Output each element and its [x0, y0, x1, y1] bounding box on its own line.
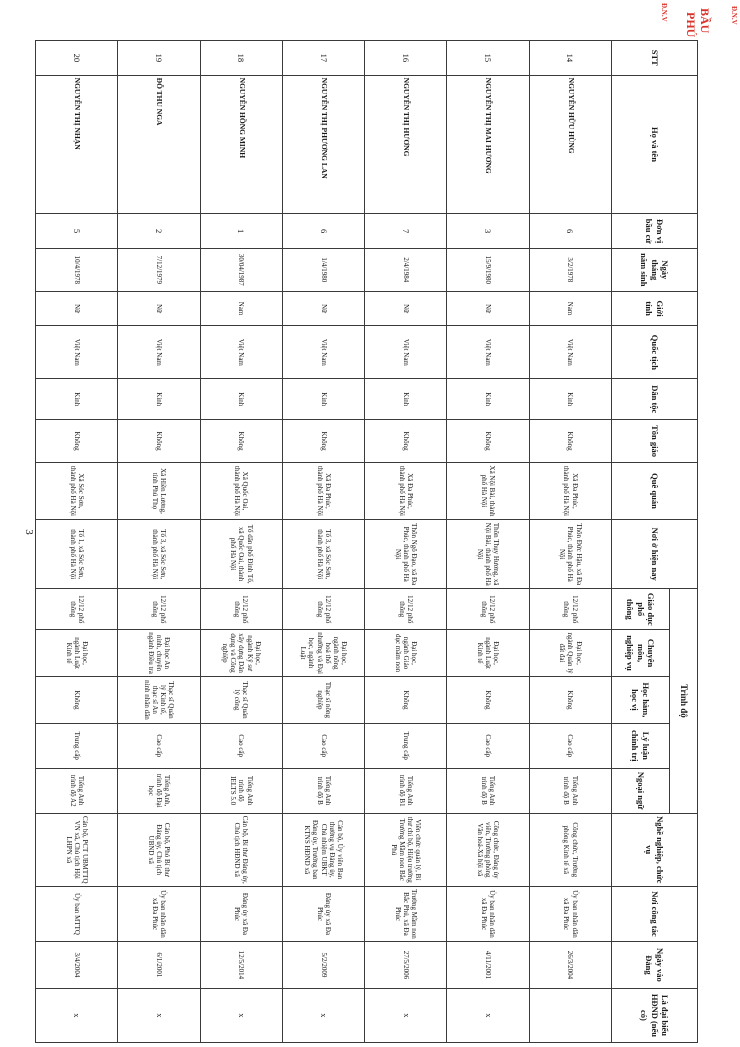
header-residence: Nơi ở hiện nay: [612, 520, 698, 589]
cell-residence: Tổ 3, xã Sóc Sơn, thành phố Hà Nội: [282, 520, 364, 589]
cell-politics: Trung cấp: [365, 723, 447, 768]
cell-major: Đại học, ngành Quản lý đất đai: [529, 630, 611, 677]
table-row: [118, 41, 200, 1043]
stamp-badge-2: Đ.N.V: [730, 6, 738, 25]
cell-gender: Nam: [200, 291, 282, 326]
cell-hometown: Xã Nội Bài, thành phố Hà Nội: [447, 462, 529, 519]
table-row: [529, 41, 611, 1043]
cell-language: Tiếng Anh trình độ B1: [365, 768, 447, 813]
cell-religion: Không: [118, 420, 200, 463]
cell-general-edu: 12/12 phổ thông: [200, 589, 282, 630]
cell-name: NGUYỄN HỮU HÙNG: [529, 75, 611, 214]
cell-religion: Không: [529, 420, 611, 463]
cell-gender: Nam: [529, 291, 611, 326]
cell-degree: Không: [447, 676, 529, 723]
cell-language: Tiếng Anh trình độ B: [282, 768, 364, 813]
header-politics: Lý luận chính trị: [612, 723, 670, 768]
cell-stt: 14: [529, 41, 611, 76]
cell-major: Đại học, ngành Giáo dục mầm non: [365, 630, 447, 677]
cell-hometown: Xã Quốc Oai, thành phố Hà Nội: [200, 462, 282, 519]
cell-ethnicity: Kinh: [282, 379, 364, 420]
cell-hometown: Xã Đa Phúc, thành phố Hà Nội: [282, 462, 364, 519]
cell-degree: Không: [365, 676, 447, 723]
header-name: Họ và tên: [612, 75, 698, 214]
cell-hdnd: x: [447, 988, 529, 1042]
cell-hometown: Xã Đa Phúc, thành phố Hà Nội: [365, 462, 447, 519]
cell-unit: 3: [447, 214, 529, 249]
cell-stt: 20: [36, 41, 118, 76]
cell-residence: Tổ 1, xã Sóc Sơn, thành phố Hà Nội: [36, 520, 118, 589]
cell-name: NGUYỄN THỊ PHƯƠNG LAN: [282, 75, 364, 214]
cell-workplace: Ủy ban nhân dân xã Đa Phúc: [118, 886, 200, 941]
cell-politics: Cao cấp: [282, 723, 364, 768]
cell-religion: Không: [282, 420, 364, 463]
cell-party-date: 3/4/2004: [36, 941, 118, 988]
cell-residence: Thôn Thụy Hương, xã Nội Bài, thành phố Hà Nội: [447, 520, 529, 589]
cell-workplace: Đảng ủy xã Đa Phúc: [282, 886, 364, 941]
cell-language: Tiếng Anh trình độ B: [529, 768, 611, 813]
candidate-table-sheet: [35, 40, 698, 1043]
header-gender: Giới tính: [612, 291, 698, 326]
cell-general-edu: 12/12 phổ thông: [282, 589, 364, 630]
cell-general-edu: 12/12 phổ thông: [118, 589, 200, 630]
page-number: 3: [22, 529, 35, 535]
cell-unit: 6: [282, 214, 364, 249]
cell-party-date: 5/2/2009: [282, 941, 364, 988]
cell-workplace: Trường Mầm non Bắc Phú, xã Đa Phúc: [365, 886, 447, 941]
cell-name: ĐỖ THU NGA: [118, 75, 200, 214]
cell-party-date: 6/1/2001: [118, 941, 200, 988]
cell-ethnicity: Kinh: [36, 379, 118, 420]
cell-name: NGUYỄN THỊ MAI HƯƠNG: [447, 75, 529, 214]
cell-party-date: 26/3/2004: [529, 941, 611, 988]
cell-residence: Tổ 3, xã Sóc Sơn, thành phố Hà Nội: [118, 520, 200, 589]
cell-ethnicity: Kinh: [200, 379, 282, 420]
cell-ethnicity: Kinh: [118, 379, 200, 420]
cell-language: Tiếng Anh trình độ B: [447, 768, 529, 813]
header-nationality: Quốc tịch: [612, 326, 698, 379]
red-stamp: [640, 0, 740, 38]
cell-workplace: Đảng ủy xã Đa Phúc: [200, 886, 282, 941]
cell-unit: 7: [365, 214, 447, 249]
cell-politics: Cao cấp: [118, 723, 200, 768]
cell-major: Đại học, ngành Luật Kinh tế: [447, 630, 529, 677]
cell-gender: Nữ: [118, 291, 200, 326]
cell-residence: Tổ dân phố Đình Tổ, xã Quốc Oai, thành phố Hà Nội: [200, 520, 282, 589]
cell-hdnd: x: [282, 988, 364, 1042]
cell-gender: Nữ: [36, 291, 118, 326]
cell-hdnd: x: [200, 988, 282, 1042]
table-row: [200, 41, 282, 1043]
header-ethnicity: Dân tộc: [612, 379, 698, 420]
cell-stt: 15: [447, 41, 529, 76]
cell-party-date: 4/11/2001: [447, 941, 529, 988]
cell-religion: Không: [365, 420, 447, 463]
cell-dob: 3/2/1978: [529, 248, 611, 291]
cell-hometown: Xã Hiền Lương, tỉnh Phú Thọ: [118, 462, 200, 519]
header-major: Chuyên môn, nghiệp vụ: [612, 630, 670, 677]
header-party-date: Ngày vào Đảng: [612, 941, 698, 988]
stamp-line-1: BẦU: [698, 8, 712, 34]
cell-dob: 15/9/1980: [447, 248, 529, 291]
cell-dob: 7/12/1979: [118, 248, 200, 291]
cell-nationality: Việt Nam: [282, 326, 364, 379]
cell-party-date: 27/5/2006: [365, 941, 447, 988]
cell-religion: Không: [36, 420, 118, 463]
stamp-badge: Đ.N.V: [660, 3, 668, 22]
cell-general-edu: 12/12 phổ thông: [365, 589, 447, 630]
cell-gender: Nữ: [282, 291, 364, 326]
cell-name: NGUYỄN HỒNG MINH: [200, 75, 282, 214]
cell-residence: Thôn Ngô Đạo, xã Đa Phúc, thành phố Hà Nội: [365, 520, 447, 589]
cell-major: Đại học An ninh, chuyên ngành Điều tra: [118, 630, 200, 677]
header-row-1: [670, 41, 698, 1043]
header-qualification-group: Trình độ: [670, 589, 698, 813]
cell-dob: 30/04/1987: [200, 248, 282, 291]
cell-degree: Thạc sĩ Quản lý Kinh tế, thạc sĩ An ninh nhân dân: [118, 676, 200, 723]
cell-job: Cán bộ, Bí thư Đảng ủy, Chủ tịch HĐND xã: [200, 813, 282, 886]
cell-language: Tiếng Anh trình độ IELTS 5.0: [200, 768, 282, 813]
cell-degree: Không: [529, 676, 611, 723]
cell-unit: 5: [36, 214, 118, 249]
cell-ethnicity: Kinh: [365, 379, 447, 420]
header-religion: Tôn giáo: [612, 420, 698, 463]
cell-ethnicity: Kinh: [529, 379, 611, 420]
cell-workplace: Ủy ban nhân dân xã Đa Phúc: [529, 886, 611, 941]
cell-unit: 6: [529, 214, 611, 249]
cell-hometown: Xã Đa Phúc, thành phố Hà Nội: [529, 462, 611, 519]
cell-residence: Thôn Đức Hậu, xã Đa Phúc, thành phố Hà Nội: [529, 520, 611, 589]
cell-nationality: Việt Nam: [365, 326, 447, 379]
cell-nationality: Việt Nam: [118, 326, 200, 379]
header-stt: STT: [612, 41, 698, 76]
cell-dob: 1/4/1980: [282, 248, 364, 291]
header-hdnd: Là đại biểu HĐND (nếu có): [612, 988, 698, 1042]
cell-hdnd: x: [118, 988, 200, 1042]
cell-dob: 2/4/1984: [365, 248, 447, 291]
table-row: [447, 41, 529, 1043]
cell-hdnd: x: [36, 988, 118, 1042]
cell-nationality: Việt Nam: [36, 326, 118, 379]
cell-party-date: 12/5/2014: [200, 941, 282, 988]
cell-stt: 17: [282, 41, 364, 76]
cell-religion: Không: [447, 420, 529, 463]
header-hometown: Quê quán: [612, 462, 698, 519]
cell-politics: Trung cấp: [36, 723, 118, 768]
cell-job: Cán bộ, Ủy viên Ban thường vụ Đảng ủy, Chủ nhiệm UBKT Đảng ủy, Trưởng ban KTNS HĐND xã: [282, 813, 364, 886]
cell-general-edu: 12/12 phổ thông: [36, 589, 118, 630]
cell-politics: Cao cấp: [447, 723, 529, 768]
cell-workplace: Ủy ban MTTQ: [36, 886, 118, 941]
cell-nationality: Việt Nam: [200, 326, 282, 379]
cell-degree: Thạc sĩ Quản lý công: [200, 676, 282, 723]
cell-ethnicity: Kinh: [447, 379, 529, 420]
cell-job: Viên chức quản lý, Bí thư chi bộ, Hiệu trưởng Trường Mầm non Bắc Phú: [365, 813, 447, 886]
cell-language: Tiếng Anh trình độ A2: [36, 768, 118, 813]
candidate-table: [35, 40, 698, 1043]
cell-gender: Nữ: [365, 291, 447, 326]
table-row: [365, 41, 447, 1043]
cell-stt: 16: [365, 41, 447, 76]
stamp-line-2: PHÚ: [684, 12, 698, 38]
cell-job: Công chức, Trưởng phòng Kinh tế xã: [529, 813, 611, 886]
cell-unit: 1: [200, 214, 282, 249]
cell-degree: Không: [36, 676, 118, 723]
cell-general-edu: 12/12 phổ thông: [447, 589, 529, 630]
header-dob: Ngày tháng năm sinh: [612, 248, 698, 291]
cell-stt: 18: [200, 41, 282, 76]
cell-major: Đại học, ngành nông hoá thổ nhưỡng và Đại học, ngành Luật: [282, 630, 364, 677]
cell-language: Tiếng Anh, trình độ Đại học: [118, 768, 200, 813]
header-workplace: Nơi công tác: [612, 886, 698, 941]
cell-religion: Không: [200, 420, 282, 463]
cell-job: Cán bộ, Phó Bí thư Đảng ủy, Chủ tịch UBND xã: [118, 813, 200, 886]
cell-major: Đại học, ngành Luật Kinh tế: [36, 630, 118, 677]
cell-hdnd: x: [365, 988, 447, 1042]
cell-workplace: Ủy ban nhân dân xã Đa Phúc: [447, 886, 529, 941]
cell-degree: Thạc sĩ nông nghiệp: [282, 676, 364, 723]
cell-dob: 10/4/1978: [36, 248, 118, 291]
cell-politics: Cao cấp: [529, 723, 611, 768]
header-job: Nghề nghiệp, chức vụ: [612, 813, 698, 886]
table-row: [282, 41, 364, 1043]
cell-name: NGUYỄN THỊ NHẠN: [36, 75, 118, 214]
header-general-edu: Giáo dục phổ thông: [612, 589, 670, 630]
header-degree: Học hàm, học vị: [612, 676, 670, 723]
cell-nationality: Việt Nam: [529, 326, 611, 379]
cell-major: Đại học, ngành Kỹ sư xây dựng Dân dụng và Công nghiệp: [200, 630, 282, 677]
cell-unit: 2: [118, 214, 200, 249]
cell-gender: Nữ: [447, 291, 529, 326]
header-unit: Đơn vị bầu cử: [612, 214, 698, 249]
cell-hometown: Xã Sóc Sơn, thành phố Hà Nội: [36, 462, 118, 519]
cell-job: Công chức, Đảng ủy viên, Trưởng phòng Văn hoá-Xã hội xã: [447, 813, 529, 886]
cell-name: NGUYỄN THỊ HƯƠNG: [365, 75, 447, 214]
cell-nationality: Việt Nam: [447, 326, 529, 379]
cell-job: Cán bộ, PCT UBMTTQ VN xã, Chủ tịch Hội LHPN xã: [36, 813, 118, 886]
cell-stt: 19: [118, 41, 200, 76]
table-row: [36, 41, 118, 1043]
header-language: Ngoại ngữ: [612, 768, 670, 813]
cell-hdnd: [529, 988, 611, 1042]
cell-general-edu: 12/12 phổ thông: [529, 589, 611, 630]
cell-politics: Cao cấp: [200, 723, 282, 768]
